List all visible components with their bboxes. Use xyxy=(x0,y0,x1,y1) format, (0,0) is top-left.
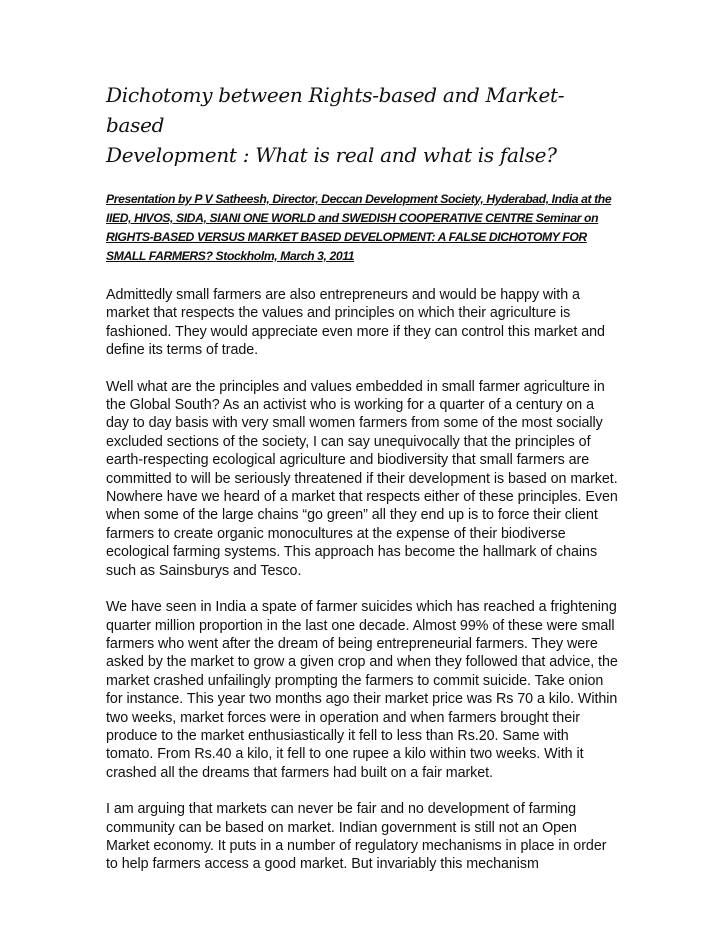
paragraph-2: Well what are the principles and values embedded in small farmer agriculture in the Global South? As an activist who is working for a quarter of a century on a day to day basis with very small women farmers from some of the most socially excluded sections of the society, I can say unequivocally that the principles of earth-respecting ecological agriculture and biodiversity that small farmers are committed to will be seriously threatened if their development is based on market. Nowhere have we heard of a market that respects either of these principles. Even when some of the large chains “go green” all they end up is to force their client farmers to create organic monocultures at the expense of their biodiverse ecological farming systems. This approach has become the hallmark of chains such as Sainsburys and Tesco. xyxy=(106,378,618,579)
document-page xyxy=(106,80,618,892)
paragraph-3: We have seen in India a spate of farmer suicides which has reached a frightening quarter million proportion in the last one decade. Almost 99% of these were small farmers who went after the dream of being entrepreneurial farmers. They were asked by the market to grow a given crop and when they followed that advice, the market crashed unfailingly prompting the farmers to commit suicide. Take onion for instance. This year two months ago their market price was Rs 70 a kilo. Within two weeks, market forces were in operation and when farmers brought their produce to the market enthusiastically it fell to less than Rs.20. Same with tomato. From Rs.40 a kilo, it fell to one rupee a kilo within two weeks. With it crashed all the dreams that farmers had built on a fair market. xyxy=(106,599,618,781)
paragraph-1: Admittedly small farmers are also entrepreneurs and would be happy with a market that respects the values and principles on which their agriculture is fashioned. They would appreciate even more if they can control this market and define its terms of trade. xyxy=(106,287,605,359)
document-title xyxy=(106,80,618,170)
paragraph-4: I am arguing that markets can never be fair and no development of farming community can be based on market. Indian government is still not an Open Market economy. It puts in a number of regulatory mechanisms in place in order to help farmers access a good market. But invariably this mechanism xyxy=(106,801,607,873)
presentation-credit: Presentation by P V Satheesh, Director, Deccan Development Society, Hyderabad, India at the IIED, HIVOS, SIDA, SIANI ONE WORLD and SWEDISH COOPERATIVE CENTRE Seminar on RIGHTS-BASED VERSUS MARKET BASED DEVELOPMENT: A FALSE DICHOTOMY FOR SMALL FARMERS? Stockholm, March 3, 2011 xyxy=(106,192,612,263)
title-line-1: Dichotomy between Rights-based and Market- based xyxy=(106,83,565,137)
title-line-2: Development : What is real and what is false? xyxy=(106,143,557,167)
